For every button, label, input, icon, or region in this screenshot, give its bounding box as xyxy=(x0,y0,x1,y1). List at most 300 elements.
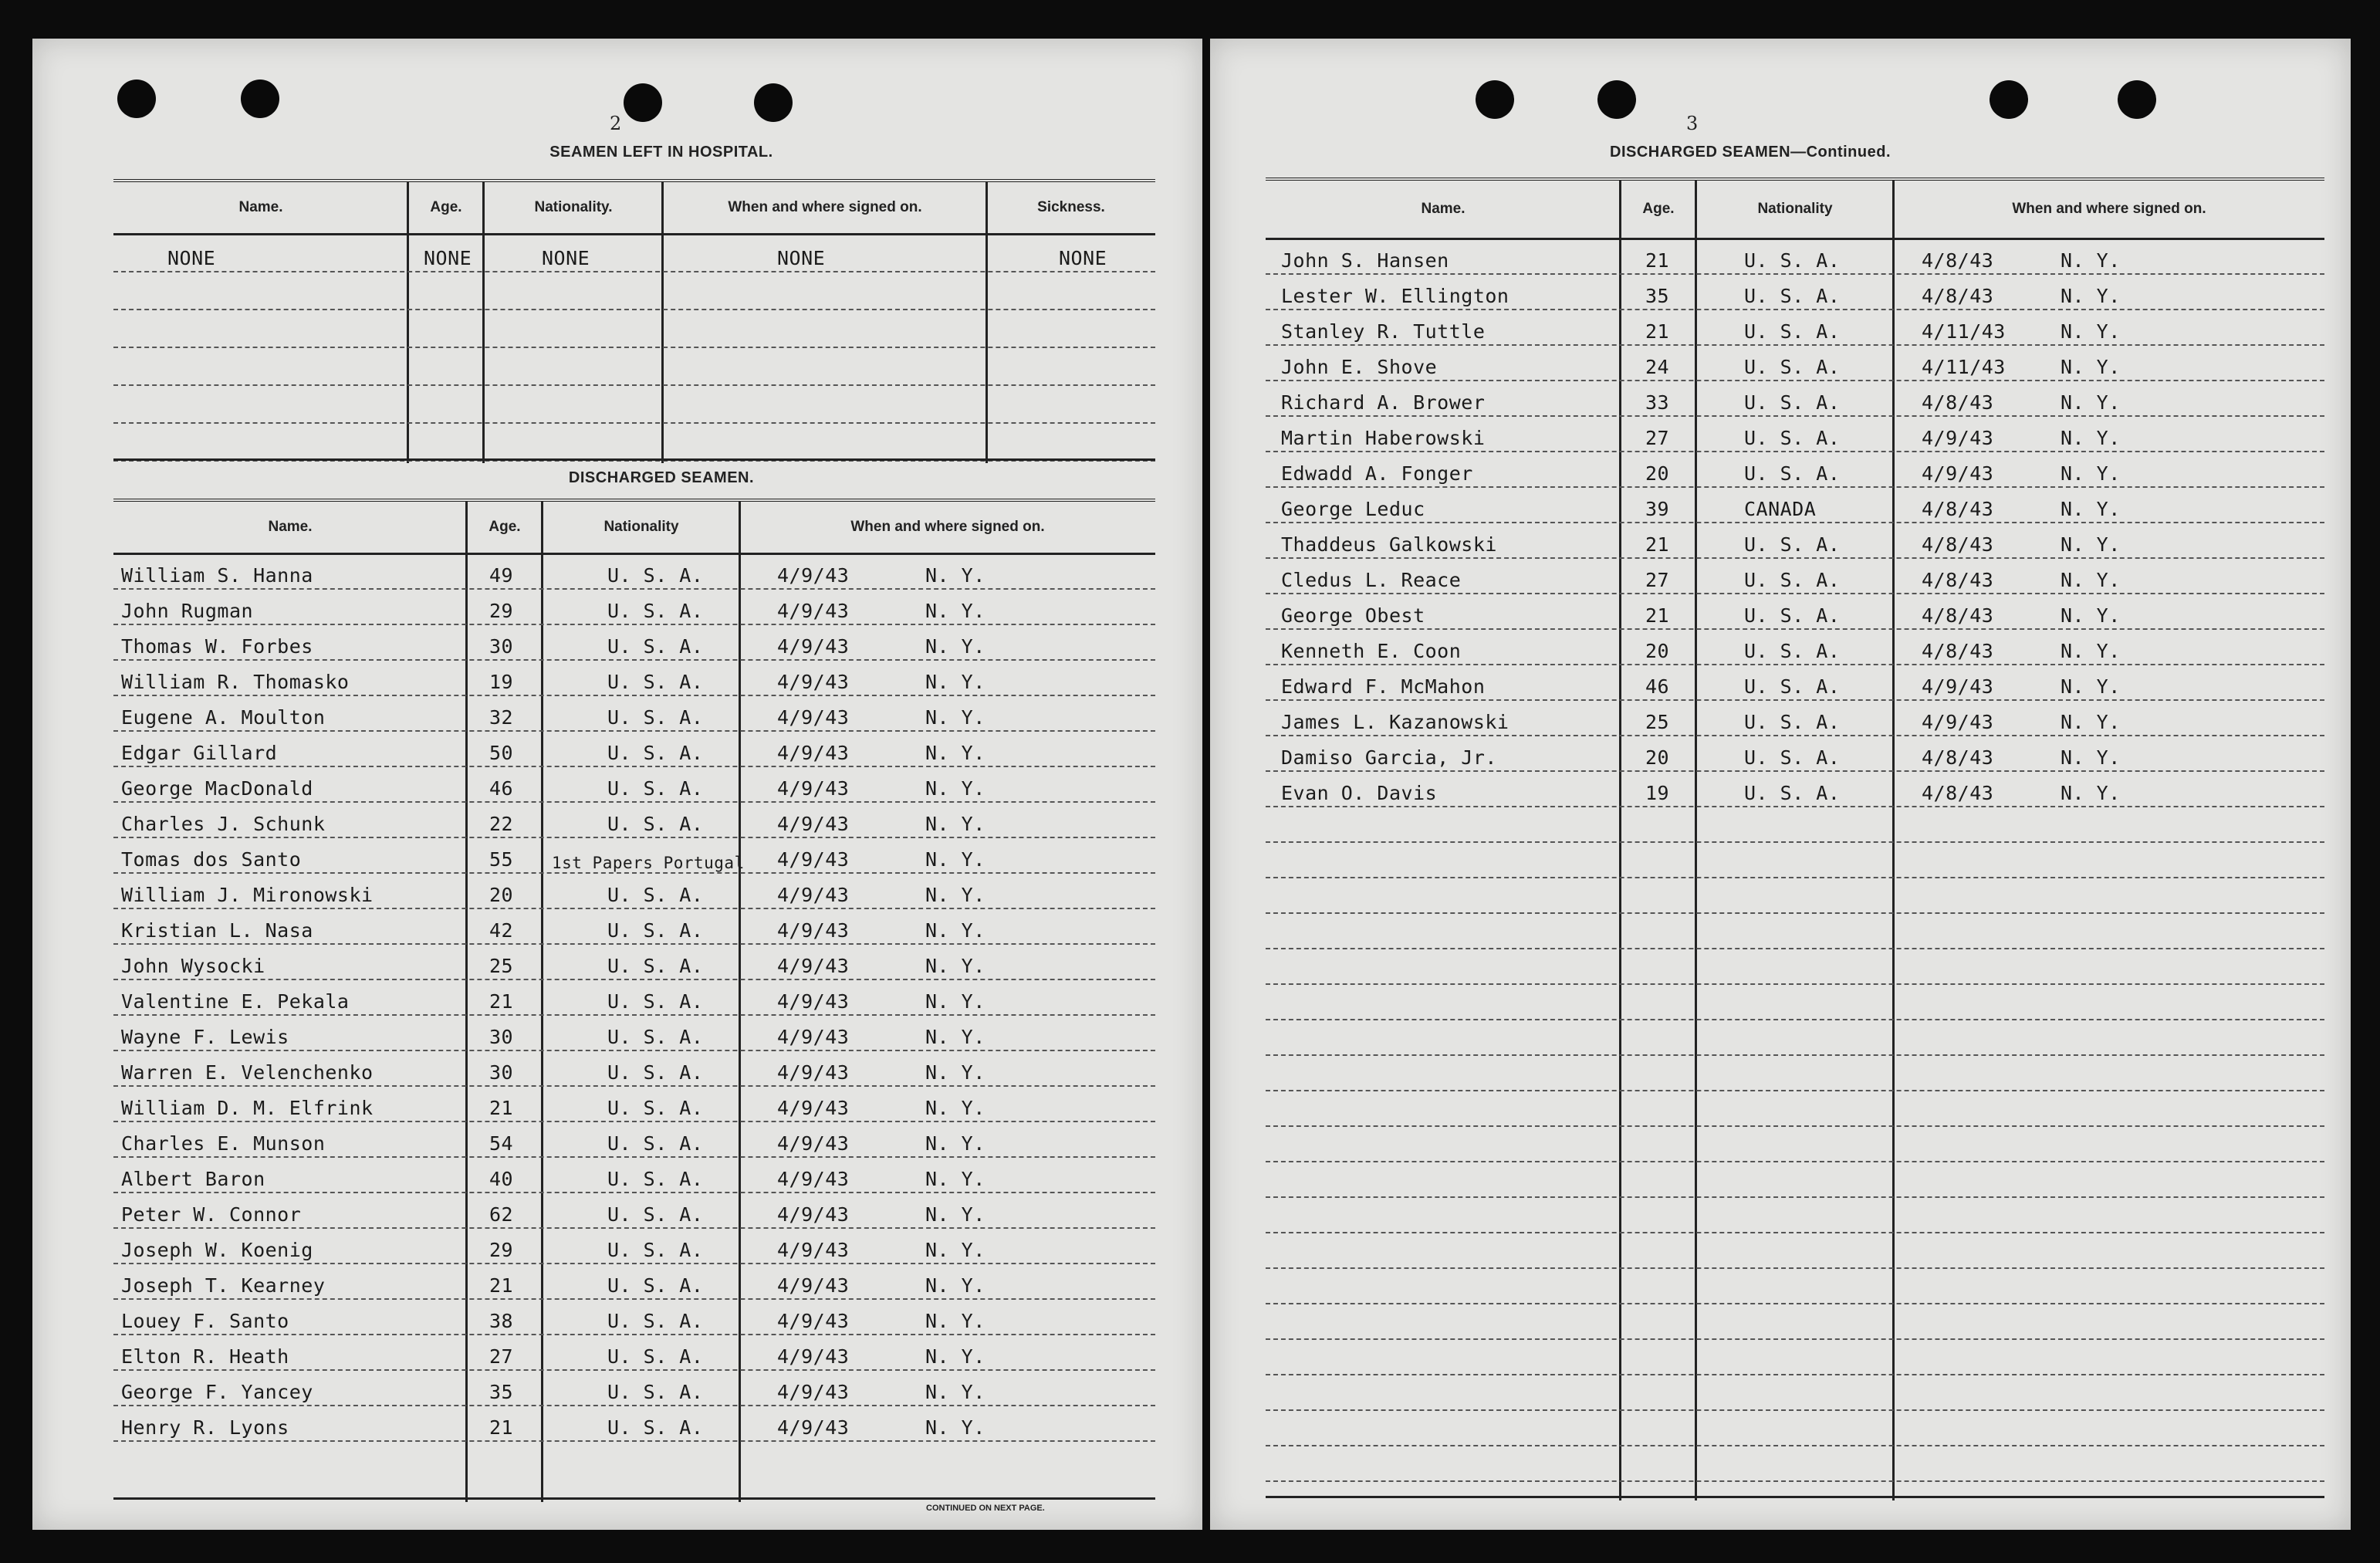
signed-on-place-cell: N. Y. xyxy=(925,706,985,729)
punch-hole xyxy=(1476,80,1514,119)
signed-on-place-cell: N. Y. xyxy=(2061,604,2121,627)
table-row xyxy=(113,347,1155,386)
seaman-nationality-cell: CANADA xyxy=(1744,498,1817,520)
seaman-nationality-cell: U. S. A. xyxy=(1744,391,1841,414)
punch-hole xyxy=(1990,80,2028,119)
table-row xyxy=(1266,1338,2324,1375)
signed-on-place-cell: N. Y. xyxy=(2061,427,2121,449)
table-row xyxy=(113,1085,1155,1122)
signed-on-date-cell: 4/9/43 xyxy=(1922,675,1994,698)
table-row xyxy=(113,872,1155,909)
seaman-nationality-cell: U. S. A. xyxy=(1744,462,1841,485)
signed-on-date-cell: 4/9/43 xyxy=(1922,711,1994,733)
signed-on-date-cell: 4/9/43 xyxy=(777,1345,850,1368)
seaman-name-cell: Elton R. Heath xyxy=(121,1345,289,1368)
table-row xyxy=(113,1192,1155,1229)
column-header-age: Age. xyxy=(489,519,521,535)
seaman-name-cell: Kenneth E. Coon xyxy=(1281,640,1462,662)
hospital-section-title: SEAMEN LEFT IN HOSPITAL. xyxy=(549,144,773,161)
signed-on-date-cell: 4/9/43 xyxy=(777,706,850,729)
table-row xyxy=(113,979,1155,1016)
signed-on-date-cell: 4/8/43 xyxy=(1922,249,1994,272)
table-row xyxy=(113,422,1155,462)
signed-on-place-cell: N. Y. xyxy=(925,1026,985,1048)
seaman-name-cell: Evan O. Davis xyxy=(1281,782,1438,804)
seaman-age-cell: 42 xyxy=(489,919,514,942)
signed-on-date-cell: 4/9/43 xyxy=(777,813,850,835)
page-number: 3 xyxy=(1686,113,1699,134)
signed-on-date-cell: 4/8/43 xyxy=(1922,746,1994,769)
signed-on-date-cell: 4/8/43 xyxy=(1922,569,1994,591)
signed-on-date-cell: 4/11/43 xyxy=(1922,356,2006,378)
seaman-age-cell: 19 xyxy=(489,671,514,693)
column-header-nationality: Nationality xyxy=(603,519,679,535)
signed-on-place-cell: N. Y. xyxy=(2061,356,2121,378)
seaman-name-cell: George Leduc xyxy=(1281,498,1425,520)
table-row xyxy=(113,695,1155,732)
seaman-age-cell: 24 xyxy=(1645,356,1670,378)
seaman-age-cell: 21 xyxy=(489,1274,514,1297)
table-row xyxy=(113,1050,1155,1087)
table-row xyxy=(113,309,1155,348)
signed-on-place-cell: N. Y. xyxy=(2061,320,2121,343)
seaman-nationality-cell: U. S. A. xyxy=(607,990,704,1013)
signed-on-date-cell: 4/9/43 xyxy=(1922,427,1994,449)
table-row xyxy=(113,659,1155,696)
signed-on-date-cell: 4/9/43 xyxy=(777,742,850,764)
table-row xyxy=(1266,664,2324,701)
seaman-name-cell: William S. Hanna xyxy=(121,564,313,587)
table-row xyxy=(113,1014,1155,1051)
table-row xyxy=(1266,273,2324,310)
seaman-age-cell: 32 xyxy=(489,706,514,729)
signed-on-date-cell: 4/9/43 xyxy=(777,777,850,800)
table-row xyxy=(113,233,1155,272)
seaman-nationality-cell: U. S. A. xyxy=(607,1061,704,1084)
seaman-nationality-cell: U. S. A. xyxy=(607,600,704,622)
table-row xyxy=(113,730,1155,767)
table-row xyxy=(1266,912,2324,949)
seaman-age-cell: 35 xyxy=(489,1381,514,1403)
column-header-nationality: Nationality. xyxy=(534,199,613,215)
seaman-age-cell: 33 xyxy=(1645,391,1670,414)
discharged-table-header xyxy=(113,502,1155,555)
seaman-name-cell: John Rugman xyxy=(121,600,254,622)
seaman-name-cell: Wayne F. Lewis xyxy=(121,1026,289,1048)
seaman-age-cell: 29 xyxy=(489,600,514,622)
table-row xyxy=(1266,770,2324,807)
hospital-table xyxy=(113,179,1155,463)
signed-on-place-cell: N. Y. xyxy=(925,1416,985,1439)
seaman-nationality-cell: U. S. A. xyxy=(1744,782,1841,804)
discharged-continued-header xyxy=(1266,181,2324,240)
signed-on-place-cell: N. Y. xyxy=(925,919,985,942)
signed-on-place-cell: N. Y. xyxy=(925,1203,985,1226)
table-bottom-rule xyxy=(113,1497,1155,1500)
seaman-name-cell: Cledus L. Reace xyxy=(1281,569,1462,591)
seaman-name-cell: Eugene A. Moulton xyxy=(121,706,326,729)
signed-on-place-cell: N. Y. xyxy=(925,1168,985,1190)
seaman-nationality-cell: U. S. A. xyxy=(607,919,704,942)
signed-on-date-cell: 4/9/43 xyxy=(777,635,850,658)
seaman-name-cell: Stanley R. Tuttle xyxy=(1281,320,1486,343)
seaman-name-cell: Richard A. Brower xyxy=(1281,391,1486,414)
seaman-name-cell: Kristian L. Nasa xyxy=(121,919,313,942)
seaman-nationality-cell: U. S. A. xyxy=(607,706,704,729)
table-row xyxy=(1266,1445,2324,1482)
signed-on-place-cell: N. Y. xyxy=(925,1132,985,1155)
table-row xyxy=(1266,415,2324,452)
seaman-age-cell: 30 xyxy=(489,1026,514,1048)
punch-hole xyxy=(241,80,279,118)
seaman-age-cell: 21 xyxy=(1645,249,1670,272)
signed-on-date-cell: 4/8/43 xyxy=(1922,604,1994,627)
signed-on-place-cell: N. Y. xyxy=(925,1381,985,1403)
table-row xyxy=(1266,735,2324,772)
hospital-table-header xyxy=(113,182,1155,235)
table-row xyxy=(113,837,1155,874)
seaman-age-cell: 38 xyxy=(489,1310,514,1332)
seaman-name-cell: Edwadd A. Fonger xyxy=(1281,462,1473,485)
table-row xyxy=(1266,380,2324,417)
table-row xyxy=(113,801,1155,838)
punch-hole xyxy=(2118,80,2156,119)
seaman-name-cell: Damiso Garcia, Jr. xyxy=(1281,746,1497,769)
discharged-table xyxy=(113,499,1155,1502)
discharged-continued-table xyxy=(1266,178,2324,1500)
signed-on-place-cell: N. Y. xyxy=(925,955,985,977)
seaman-name-cell: Lester W. Ellington xyxy=(1281,285,1509,307)
signed-on-place-cell: N. Y. xyxy=(925,635,985,658)
column-header-signed-on: When and where signed on. xyxy=(2012,201,2206,217)
seaman-age-cell: 22 xyxy=(489,813,514,835)
seaman-nationality-cell: U. S. A. xyxy=(607,1239,704,1261)
right-page xyxy=(1210,39,2351,1530)
hospital-sickness-cell: NONE xyxy=(1059,247,1107,269)
table-row xyxy=(113,1121,1155,1158)
seaman-age-cell: 21 xyxy=(1645,533,1670,556)
table-row xyxy=(113,1369,1155,1406)
table-row xyxy=(1266,1161,2324,1198)
seaman-nationality-cell: U. S. A. xyxy=(607,1168,704,1190)
column-header-age: Age. xyxy=(1642,201,1675,217)
seaman-name-cell: James L. Kazanowski xyxy=(1281,711,1509,733)
seaman-nationality-cell: U. S. A. xyxy=(1744,746,1841,769)
table-row xyxy=(113,908,1155,945)
column-header-signed-on: When and where signed on. xyxy=(728,199,922,215)
signed-on-date-cell: 4/9/43 xyxy=(777,1274,850,1297)
signed-on-place-cell: N. Y. xyxy=(2061,746,2121,769)
hospital-nationality-cell: NONE xyxy=(542,247,590,269)
column-header-name: Name. xyxy=(268,519,313,535)
seaman-age-cell: 62 xyxy=(489,1203,514,1226)
signed-on-date-cell: 4/9/43 xyxy=(777,1239,850,1261)
seaman-nationality-cell: U. S. A. xyxy=(1744,533,1841,556)
punch-hole xyxy=(754,83,793,122)
seaman-nationality-cell: U. S. A. xyxy=(1744,356,1841,378)
seaman-name-cell: Albert Baron xyxy=(121,1168,265,1190)
seaman-name-cell: William D. M. Elfrink xyxy=(121,1097,374,1119)
signed-on-date-cell: 4/9/43 xyxy=(777,848,850,871)
table-row xyxy=(1266,1409,2324,1446)
table-row xyxy=(1266,983,2324,1020)
seaman-age-cell: 27 xyxy=(1645,427,1670,449)
seaman-name-cell: Charles J. Schunk xyxy=(121,813,326,835)
signed-on-place-cell: N. Y. xyxy=(925,990,985,1013)
seaman-nationality-cell: U. S. A. xyxy=(1744,249,1841,272)
signed-on-date-cell: 4/9/43 xyxy=(777,990,850,1013)
signed-on-date-cell: 4/9/43 xyxy=(777,1097,850,1119)
seaman-name-cell: George F. Yancey xyxy=(121,1381,313,1403)
table-row xyxy=(113,1156,1155,1193)
left-page xyxy=(32,39,1202,1530)
seaman-nationality-cell: U. S. A. xyxy=(1744,604,1841,627)
seaman-name-cell: William J. Mironowski xyxy=(121,884,374,906)
signed-on-place-cell: N. Y. xyxy=(925,671,985,693)
signed-on-date-cell: 4/9/43 xyxy=(777,1310,850,1332)
signed-on-place-cell: N. Y. xyxy=(925,1345,985,1368)
hospital-age-cell: NONE xyxy=(424,247,472,269)
table-row xyxy=(1266,948,2324,985)
seaman-age-cell: 50 xyxy=(489,742,514,764)
signed-on-date-cell: 4/9/43 xyxy=(777,955,850,977)
seaman-name-cell: Tomas dos Santo xyxy=(121,848,302,871)
seaman-name-cell: Warren E. Velenchenko xyxy=(121,1061,374,1084)
signed-on-date-cell: 4/8/43 xyxy=(1922,498,1994,520)
seaman-name-cell: Valentine E. Pekala xyxy=(121,990,350,1013)
seaman-age-cell: 21 xyxy=(489,1416,514,1439)
seaman-name-cell: George MacDonald xyxy=(121,777,313,800)
seaman-name-cell: Thaddeus Galkowski xyxy=(1281,533,1497,556)
signed-on-place-cell: N. Y. xyxy=(925,1097,985,1119)
seaman-name-cell: John Wysocki xyxy=(121,955,265,977)
table-row xyxy=(113,766,1155,803)
table-row xyxy=(113,943,1155,980)
hospital-signed-on-cell: NONE xyxy=(777,247,826,269)
table-bottom-rule xyxy=(1266,1496,2324,1498)
table-row xyxy=(1266,841,2324,878)
signed-on-date-cell: 4/9/43 xyxy=(777,884,850,906)
seaman-name-cell: Edgar Gillard xyxy=(121,742,278,764)
signed-on-place-cell: N. Y. xyxy=(2061,569,2121,591)
signed-on-date-cell: 4/9/43 xyxy=(777,919,850,942)
seaman-nationality-cell: U. S. A. xyxy=(607,1132,704,1155)
table-row xyxy=(113,1263,1155,1300)
page-number: 2 xyxy=(610,113,622,134)
table-row xyxy=(1266,1232,2324,1269)
signed-on-date-cell: 4/9/43 xyxy=(777,1132,850,1155)
signed-on-date-cell: 4/8/43 xyxy=(1922,285,1994,307)
signed-on-place-cell: N. Y. xyxy=(925,1061,985,1084)
signed-on-place-cell: N. Y. xyxy=(2061,640,2121,662)
table-row xyxy=(113,1334,1155,1371)
punch-hole xyxy=(1597,80,1636,119)
table-row xyxy=(1266,486,2324,523)
seaman-nationality-cell: U. S. A. xyxy=(1744,285,1841,307)
signed-on-place-cell: N. Y. xyxy=(925,742,985,764)
table-row xyxy=(113,588,1155,625)
seaman-name-cell: Joseph W. Koenig xyxy=(121,1239,313,1261)
signed-on-place-cell: N. Y. xyxy=(925,564,985,587)
seaman-nationality-cell: U. S. A. xyxy=(1744,640,1841,662)
signed-on-date-cell: 4/9/43 xyxy=(777,1061,850,1084)
signed-on-place-cell: N. Y. xyxy=(925,600,985,622)
seaman-nationality-cell: U. S. A. xyxy=(607,1310,704,1332)
column-header-nationality: Nationality xyxy=(1757,201,1833,217)
table-row xyxy=(1266,451,2324,488)
signed-on-place-cell: N. Y. xyxy=(925,1239,985,1261)
table-row xyxy=(1266,1303,2324,1340)
signed-on-date-cell: 4/9/43 xyxy=(777,600,850,622)
signed-on-date-cell: 4/8/43 xyxy=(1922,391,1994,414)
table-row xyxy=(113,1405,1155,1442)
seaman-name-cell: Thomas W. Forbes xyxy=(121,635,313,658)
punch-hole xyxy=(117,80,156,118)
signed-on-date-cell: 4/8/43 xyxy=(1922,640,1994,662)
column-header-name: Name. xyxy=(1421,201,1466,217)
seaman-nationality-cell: U. S. A. xyxy=(607,671,704,693)
seaman-age-cell: 27 xyxy=(489,1345,514,1368)
seaman-age-cell: 21 xyxy=(1645,320,1670,343)
seaman-age-cell: 40 xyxy=(489,1168,514,1190)
seaman-nationality-cell: U. S. A. xyxy=(1744,675,1841,698)
seaman-nationality-cell: U. S. A. xyxy=(607,955,704,977)
signed-on-place-cell: N. Y. xyxy=(2061,533,2121,556)
signed-on-place-cell: N. Y. xyxy=(925,1274,985,1297)
seaman-age-cell: 55 xyxy=(489,848,514,871)
signed-on-date-cell: 4/9/43 xyxy=(777,1203,850,1226)
seaman-name-cell: Edward F. McMahon xyxy=(1281,675,1486,698)
seaman-name-cell: Charles E. Munson xyxy=(121,1132,326,1155)
column-header-age: Age. xyxy=(430,199,462,215)
table-row xyxy=(1266,1125,2324,1162)
signed-on-place-cell: N. Y. xyxy=(2061,711,2121,733)
signed-on-place-cell: N. Y. xyxy=(2061,249,2121,272)
seaman-age-cell: 35 xyxy=(1645,285,1670,307)
table-row xyxy=(113,624,1155,661)
seaman-nationality-cell: U. S. A. xyxy=(607,742,704,764)
seaman-nationality-cell: U. S. A. xyxy=(607,813,704,835)
seaman-age-cell: 20 xyxy=(1645,746,1670,769)
seaman-age-cell: 21 xyxy=(1645,604,1670,627)
table-row xyxy=(113,553,1155,590)
signed-on-place-cell: N. Y. xyxy=(2061,498,2121,520)
seaman-nationality-cell: U. S. A. xyxy=(607,1203,704,1226)
table-row xyxy=(113,1227,1155,1264)
seaman-name-cell: Peter W. Connor xyxy=(121,1203,302,1226)
column-header-signed-on: When and where signed on. xyxy=(850,519,1045,535)
table-row xyxy=(1266,628,2324,665)
seaman-age-cell: 29 xyxy=(489,1239,514,1261)
table-row xyxy=(1266,1054,2324,1091)
seaman-age-cell: 20 xyxy=(489,884,514,906)
seaman-age-cell: 21 xyxy=(489,1097,514,1119)
seaman-nationality-cell: U. S. A. xyxy=(607,777,704,800)
continued-note: CONTINUED ON NEXT PAGE. xyxy=(926,1504,1045,1513)
table-row xyxy=(1266,1374,2324,1411)
table-row xyxy=(113,384,1155,424)
seaman-name-cell: George Obest xyxy=(1281,604,1425,627)
seaman-age-cell: 39 xyxy=(1645,498,1670,520)
seaman-nationality-cell: U. S. A. xyxy=(1744,569,1841,591)
section-rule xyxy=(113,458,1155,461)
discharged-continued-title: DISCHARGED SEAMEN—Continued. xyxy=(1610,144,1891,161)
seaman-nationality-cell: U. S. A. xyxy=(1744,711,1841,733)
table-row xyxy=(1266,1196,2324,1233)
signed-on-place-cell: N. Y. xyxy=(2061,391,2121,414)
signed-on-place-cell: N. Y. xyxy=(925,1310,985,1332)
seaman-nationality-cell: U. S. A. xyxy=(607,884,704,906)
seaman-name-cell: Henry R. Lyons xyxy=(121,1416,289,1439)
seaman-nationality-cell: U. S. A. xyxy=(607,1097,704,1119)
table-row xyxy=(113,271,1155,310)
seaman-nationality-cell: U. S. A. xyxy=(607,564,704,587)
table-row xyxy=(1266,522,2324,559)
table-row xyxy=(1266,593,2324,630)
hospital-name-cell: NONE xyxy=(167,247,216,269)
signed-on-date-cell: 4/11/43 xyxy=(1922,320,2006,343)
table-row xyxy=(1266,1019,2324,1056)
seaman-nationality-cell: U. S. A. xyxy=(607,635,704,658)
signed-on-date-cell: 4/9/43 xyxy=(777,1416,850,1439)
seaman-age-cell: 46 xyxy=(1645,675,1670,698)
seaman-age-cell: 25 xyxy=(1645,711,1670,733)
seaman-age-cell: 27 xyxy=(1645,569,1670,591)
seaman-age-cell: 54 xyxy=(489,1132,514,1155)
signed-on-date-cell: 4/9/43 xyxy=(777,1026,850,1048)
seaman-nationality-cell: U. S. A. xyxy=(607,1416,704,1439)
signed-on-date-cell: 4/9/43 xyxy=(777,1381,850,1403)
table-row xyxy=(1266,238,2324,275)
seaman-nationality-cell: U. S. A. xyxy=(1744,320,1841,343)
table-row xyxy=(1266,557,2324,594)
discharged-section-title: DISCHARGED SEAMEN. xyxy=(568,469,755,486)
seaman-age-cell: 46 xyxy=(489,777,514,800)
seaman-nationality-cell: U. S. A. xyxy=(1744,427,1841,449)
seaman-nationality-cell: 1st Papers Portugal xyxy=(552,854,745,872)
table-row xyxy=(1266,806,2324,843)
signed-on-date-cell: 4/9/43 xyxy=(777,671,850,693)
signed-on-place-cell: N. Y. xyxy=(2061,285,2121,307)
seaman-age-cell: 20 xyxy=(1645,640,1670,662)
seaman-age-cell: 49 xyxy=(489,564,514,587)
signed-on-place-cell: N. Y. xyxy=(925,813,985,835)
table-row xyxy=(1266,309,2324,346)
seaman-nationality-cell: U. S. A. xyxy=(607,1381,704,1403)
signed-on-place-cell: N. Y. xyxy=(925,884,985,906)
signed-on-date-cell: 4/9/43 xyxy=(777,1168,850,1190)
seaman-name-cell: Martin Haberowski xyxy=(1281,427,1486,449)
seaman-age-cell: 21 xyxy=(489,990,514,1013)
column-header-sickness: Sickness. xyxy=(1037,199,1105,215)
signed-on-place-cell: N. Y. xyxy=(2061,462,2121,485)
signed-on-place-cell: N. Y. xyxy=(2061,782,2121,804)
table-row xyxy=(113,1298,1155,1335)
signed-on-date-cell: 4/8/43 xyxy=(1922,782,1994,804)
seaman-name-cell: Louey F. Santo xyxy=(121,1310,289,1332)
seaman-age-cell: 25 xyxy=(489,955,514,977)
seaman-name-cell: Joseph T. Kearney xyxy=(121,1274,326,1297)
seaman-nationality-cell: U. S. A. xyxy=(607,1345,704,1368)
punch-hole xyxy=(624,83,662,122)
signed-on-date-cell: 4/8/43 xyxy=(1922,533,1994,556)
seaman-age-cell: 19 xyxy=(1645,782,1670,804)
seaman-nationality-cell: U. S. A. xyxy=(607,1274,704,1297)
seaman-age-cell: 30 xyxy=(489,635,514,658)
table-row xyxy=(1266,1090,2324,1127)
column-header-name: Name. xyxy=(238,199,283,215)
signed-on-place-cell: N. Y. xyxy=(925,848,985,871)
